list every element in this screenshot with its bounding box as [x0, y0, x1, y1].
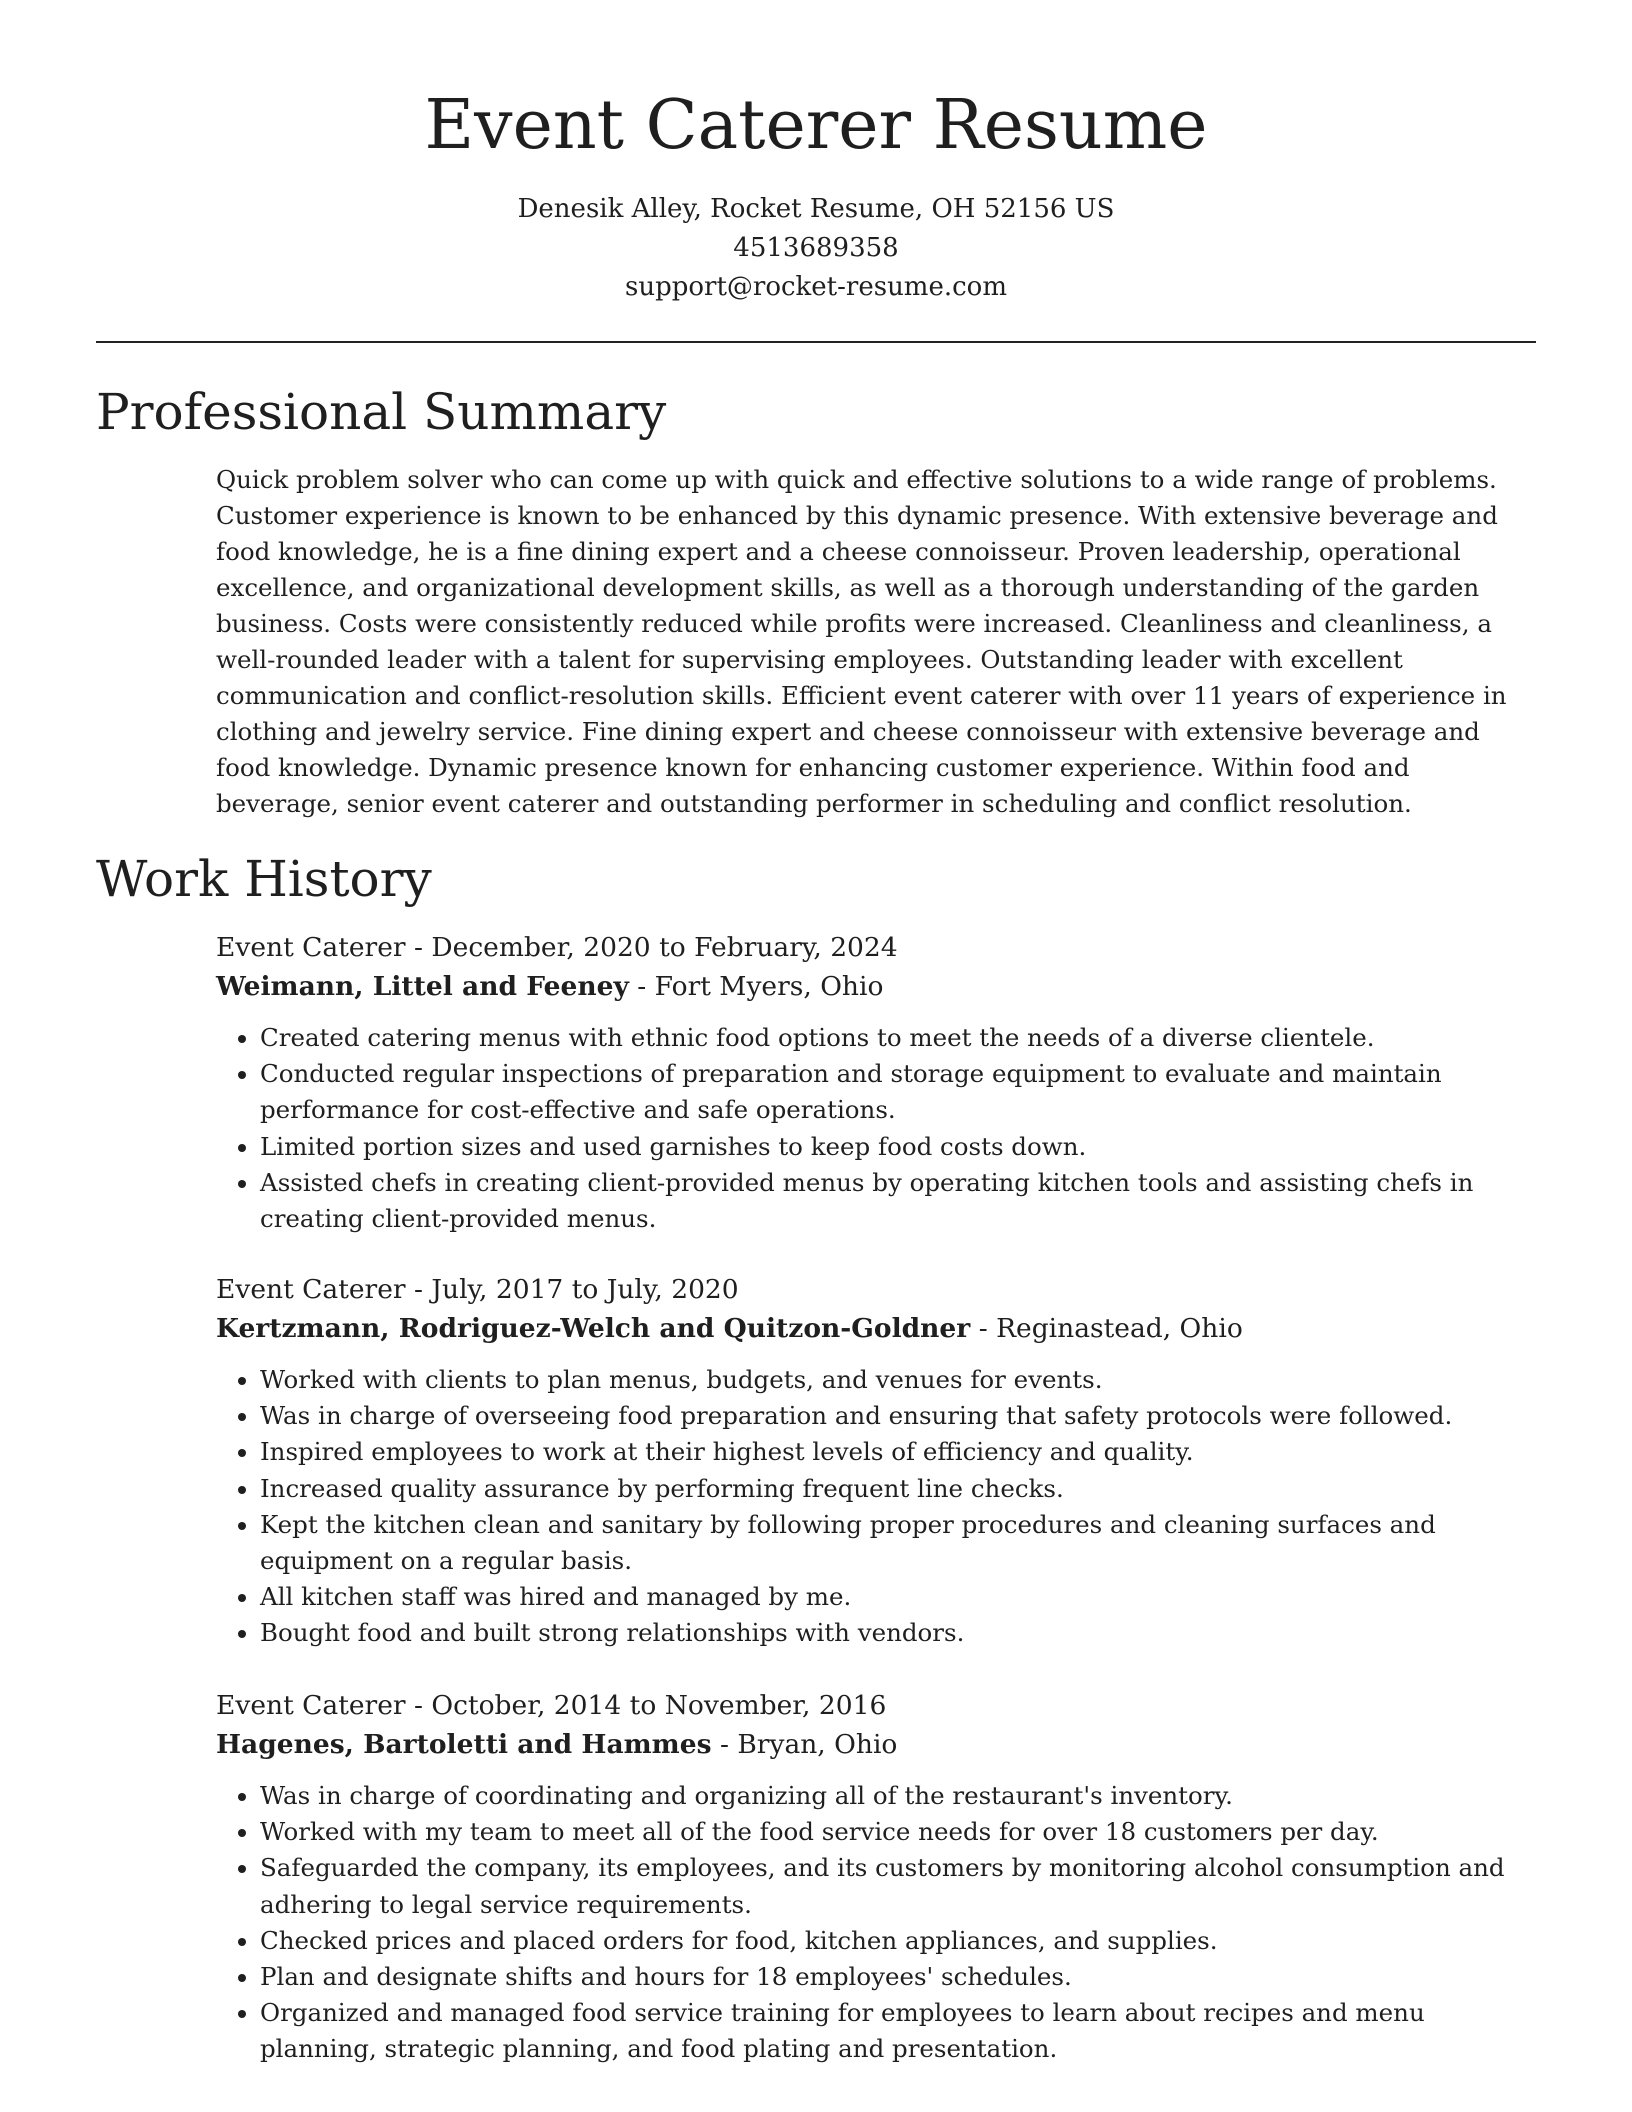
- header-divider: [96, 341, 1536, 343]
- job-bullets: [216, 1778, 1538, 2068]
- job-title: Event Caterer: [216, 932, 406, 963]
- list-item: • Kept the kitchen clean and sanitary by following proper procedures and cleaning surfaces and equipment on a regular basis.: [260, 1507, 1538, 1579]
- list-item: • Assisted chefs in creating client-provided menus by operating kitchen tools and assisting chefs in creating client-provided menus.: [260, 1165, 1538, 1237]
- job-entry: [216, 928, 1538, 1237]
- separator: -: [628, 971, 655, 1002]
- list-item: • Limited portion sizes and used garnishes to keep food costs down.: [260, 1129, 1538, 1165]
- list-item: • All kitchen staff was hired and managed by me.: [260, 1579, 1538, 1615]
- list-item: • Worked with my team to meet all of the food service needs for over 18 customers per day.: [260, 1814, 1538, 1850]
- contact-block: [0, 190, 1632, 307]
- job-entry: [216, 1686, 1538, 2068]
- list-item: • Organized and managed food service training for employees to learn about recipes and menu planning, strategic planning, and food plating and presentation.: [260, 1995, 1538, 2067]
- job-company: Hagenes, Bartoletti and Hammes: [216, 1729, 712, 1760]
- job-entry: [216, 1270, 1538, 1652]
- list-item: • Worked with clients to plan menus, budgets, and venues for events.: [260, 1362, 1538, 1398]
- list-item: • Plan and designate shifts and hours for 18 employees' schedules.: [260, 1959, 1538, 1995]
- list-item: • Checked prices and placed orders for food, kitchen appliances, and supplies.: [260, 1923, 1538, 1959]
- job-location: Reginastead, Ohio: [996, 1313, 1243, 1344]
- job-company-line: [216, 967, 1538, 1006]
- job-location: Bryan, Ohio: [737, 1729, 898, 1760]
- contact-email: support@rocket-resume.com: [624, 272, 1007, 302]
- contact-address: Denesik Alley, Rocket Resume, OH 52156 US: [517, 194, 1115, 224]
- job-bullets: [216, 1362, 1538, 1652]
- list-item: • Conducted regular inspections of preparation and storage equipment to evaluate and maintain performance for cost-effective and safe operations.: [260, 1056, 1538, 1128]
- job-location: Fort Myers, Ohio: [654, 971, 884, 1002]
- resume-header: [0, 0, 1632, 307]
- summary-text: Quick problem solver who can come up with quick and effective solutions to a wide range of problems. Customer experience is known to be enhanced by this dynamic presence. With extensive beverage and food knowledge, he is a fine dining expert and a cheese connoisseur. Proven leadership, operational excellence, and organizational development skills, as well as a thorough understanding of the garden business. Costs were consistently reduced while profits were increased. Cleanliness and cleanliness, a well-rounded leader with a talent for supervising employees. Outstanding leader with excellent communication and conflict-resolution skills. Efficient event caterer with over 11 years of experience in clothing and jewelry service. Fine dining expert and cheese connoisseur with extensive beverage and food knowledge. Dynamic presence known for enhancing customer experience. Within food and beverage, senior event caterer and outstanding performer in scheduling and conflict resolution.: [216, 465, 1507, 818]
- job-dates: October, 2014 to November, 2016: [431, 1690, 887, 1721]
- list-item: • Created catering menus with ethnic food options to meet the needs of a diverse clientele.: [260, 1020, 1538, 1056]
- job-company-line: [216, 1725, 1538, 1764]
- job-dates: December, 2020 to February, 2024: [431, 932, 898, 963]
- job-title: Event Caterer: [216, 1274, 406, 1305]
- job-title-line: [216, 928, 1538, 967]
- list-item: • Increased quality assurance by performing frequent line checks.: [260, 1471, 1538, 1507]
- resume-title: Event Caterer Resume: [424, 86, 1208, 165]
- list-item: • Safeguarded the company, its employees, and its customers by monitoring alcohol consumption and adhering to legal service requirements.: [260, 1850, 1538, 1922]
- contact-phone: 4513689358: [733, 233, 899, 263]
- list-item: • Inspired employees to work at their highest levels of efficiency and quality.: [260, 1434, 1538, 1470]
- separator: -: [405, 932, 432, 963]
- section-heading-work-history: Work History: [96, 850, 432, 908]
- job-title-line: [216, 1270, 1538, 1309]
- job-title-line: [216, 1686, 1538, 1725]
- job-bullets: [216, 1020, 1538, 1237]
- job-dates: July, 2017 to July, 2020: [431, 1274, 739, 1305]
- list-item: • Bought food and built strong relationships with vendors.: [260, 1615, 1538, 1651]
- job-title: Event Caterer: [216, 1690, 406, 1721]
- job-company: Kertzmann, Rodriguez-Welch and Quitzon-Goldner: [216, 1313, 971, 1344]
- job-company: Weimann, Littel and Feeney: [216, 971, 629, 1002]
- section-heading-summary: Professional Summary: [96, 383, 667, 441]
- separator: -: [970, 1313, 997, 1344]
- job-company-line: [216, 1309, 1538, 1348]
- separator: -: [711, 1729, 738, 1760]
- separator: -: [405, 1690, 432, 1721]
- separator: -: [405, 1274, 432, 1305]
- list-item: • Was in charge of coordinating and organizing all of the restaurant's inventory.: [260, 1778, 1538, 1814]
- list-item: • Was in charge of overseeing food preparation and ensuring that safety protocols were followed.: [260, 1398, 1538, 1434]
